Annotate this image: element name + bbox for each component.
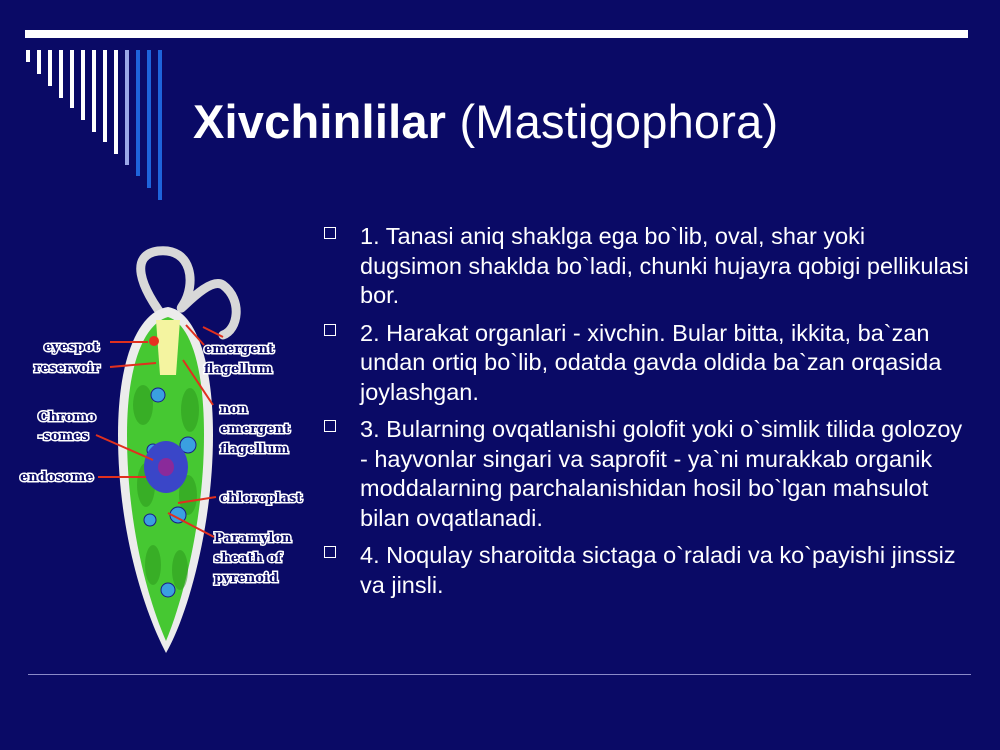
bullet-item xyxy=(322,222,972,311)
label-nonemergent-3: flagellum xyxy=(220,442,289,457)
label-endosome: endosome xyxy=(20,470,94,485)
label-nonemergent-1: non xyxy=(220,402,248,417)
square-bullet-icon xyxy=(324,546,336,558)
label-paramylon-3: pyrenoid xyxy=(214,571,278,586)
label-chromosomes-2: -somes xyxy=(38,429,89,444)
bullet-text: 3. Bularning ovqatlanishi golofit yoki o`simlik tilida golozoy - hayvonlar singari va saprofit - ya`ni murakkab organik moddalarning parchalanishidan hosil bo`lgan mahsulot bilan ovqatlanadi. xyxy=(360,416,963,531)
bottom-rule xyxy=(28,674,971,675)
bullet-item xyxy=(322,319,972,408)
label-eyespot: eyespot xyxy=(44,340,100,355)
euglena-diagram xyxy=(18,245,318,657)
square-bullet-icon xyxy=(324,420,336,432)
eyespot xyxy=(149,336,159,346)
bullet-text: 4. Noqulay sharoitda sictaga o`raladi va ko`payishi jinssiz va jinsli. xyxy=(360,542,956,598)
label-reservoir: reservoir xyxy=(34,361,100,376)
label-nonemergent-2: emergent xyxy=(220,422,290,437)
reservoir xyxy=(156,320,180,375)
label-paramylon-2: sheath of xyxy=(214,551,282,566)
bullet-item xyxy=(322,541,972,600)
top-rule xyxy=(25,30,968,38)
bullet-text: 1. Tanasi aniq shaklga ega bo`lib, oval, shar yoki dugsimon shaklda bo`ladi, chunki hujayra qobigi pellikulasi bor. xyxy=(360,223,969,308)
square-bullet-icon xyxy=(324,227,336,239)
label-paramylon-1: Paramylon xyxy=(214,531,292,546)
decorative-stripes xyxy=(26,50,166,200)
label-chloroplast: chloroplast xyxy=(220,491,303,506)
label-emergent-flagellum-2: flagellum xyxy=(204,362,273,377)
label-chromosomes-1: Chromo xyxy=(38,410,96,425)
bullet-list xyxy=(322,222,972,608)
label-emergent-flagellum-1: emergent xyxy=(204,342,274,357)
bullet-text: 2. Harakat organlari - xivchin. Bular bitta, ikkita, ba`zan undan ortiq bo`lib, odatda gavda oldida ba`zan orqasida joylashgan. xyxy=(360,319,942,405)
title-bold: Xivchinlilar xyxy=(193,95,447,148)
square-bullet-icon xyxy=(324,324,336,336)
title-rest: (Mastigophora) xyxy=(459,95,779,148)
bullet-item xyxy=(322,415,972,533)
slide-title xyxy=(193,94,778,149)
